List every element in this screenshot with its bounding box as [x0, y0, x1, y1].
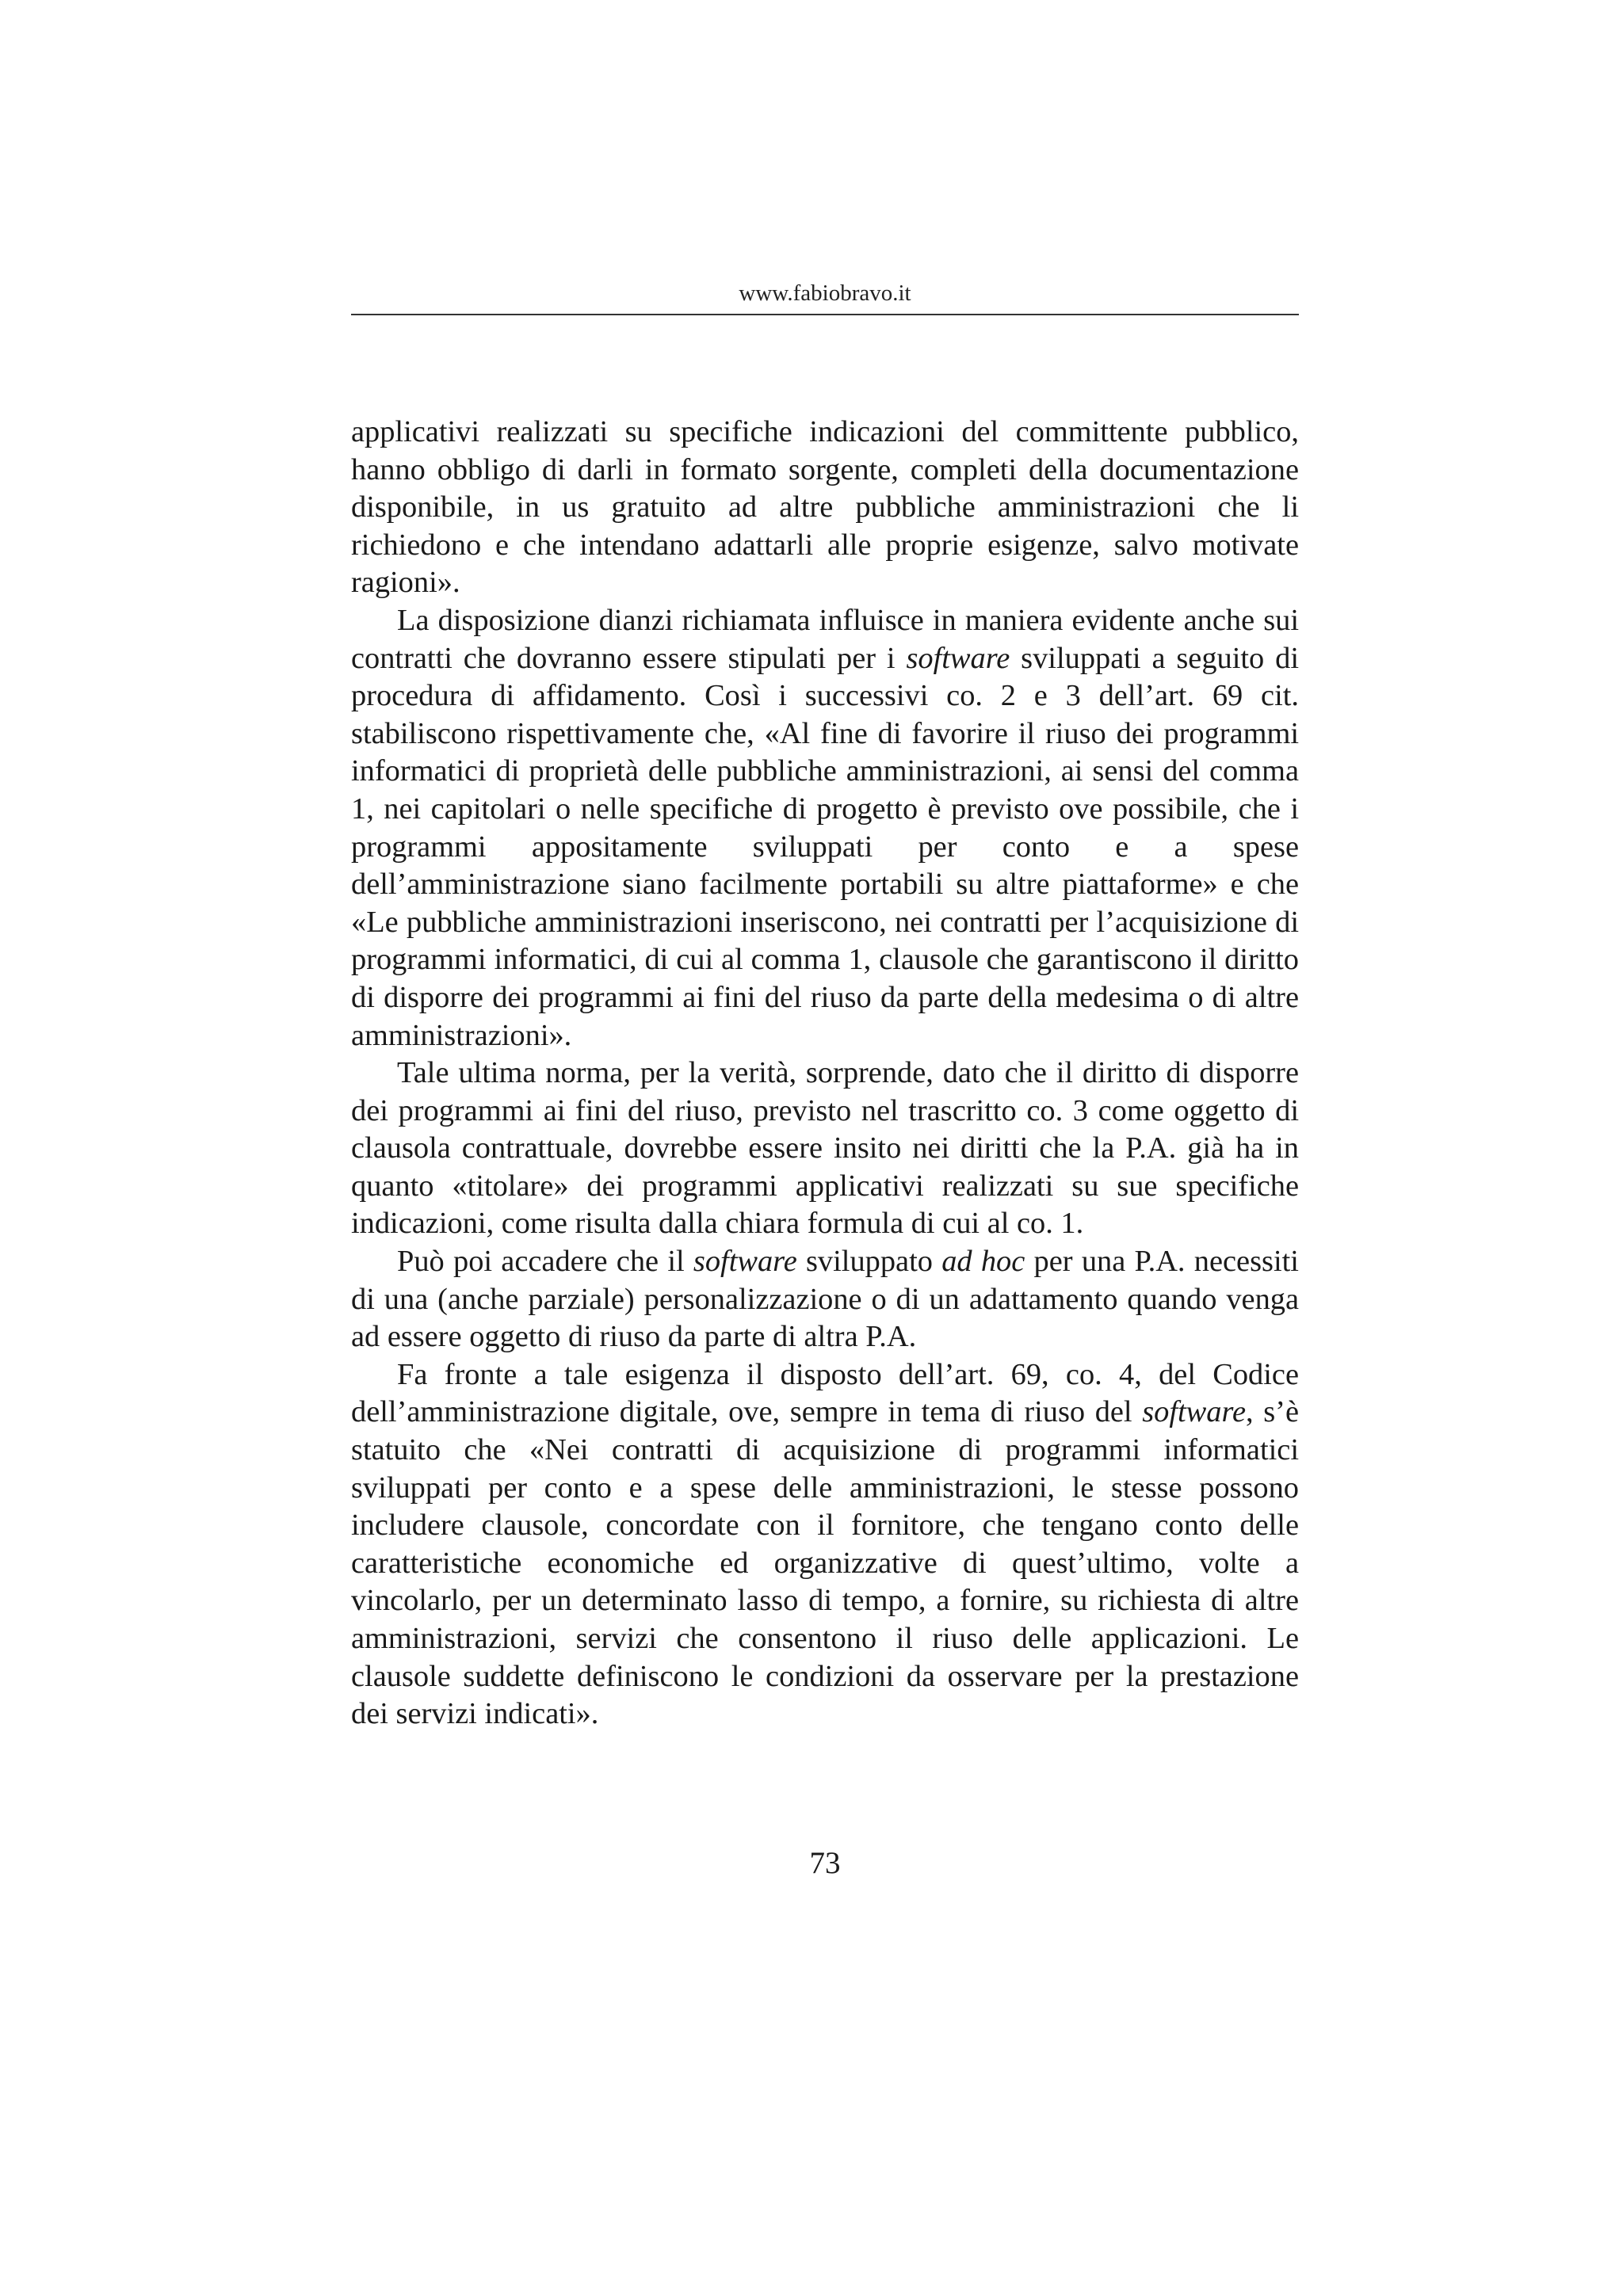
- text-segment: Fa fronte a tale esigenza il disposto dell’art. 69, co. 4, del Codice dell’amministrazione digitale, ove, sempre in tema di riuso del: [351, 1357, 1299, 1429]
- body-text: [351, 414, 1299, 1733]
- text-segment: Può poi accadere che il: [397, 1245, 693, 1279]
- text-segment: sviluppati a seguito di procedura di affidamento. Così i successivi co. 2 e 3 dell’art. 69 cit. stabiliscono rispettivamente che, «Al fine di favorire il riuso dei programmi informatici di proprietà delle pubbliche amministrazioni, ai sensi del comma 1, nei capitolari o nelle specifiche di progetto è previsto ove possibile, che i programmi appositamente sviluppati per conto e a spese dell’amministrazione siano facilmente portabili su altre piattaforme» e che «Le pubbliche amministrazioni inseriscono, nei contratti per l’acquisizione di programmi informatici, di cui al comma 1, clausole che garantiscono il diritto di disporre dei programmi ai fini del riuso da parte della medesima o di altre amministrazioni».: [351, 641, 1299, 1052]
- text-segment: per una P.A. necessiti di una (anche parziale) personalizzazione o di un adattamento quando venga ad essere oggetto di riuso da parte di altra P.A.: [351, 1245, 1299, 1354]
- page-number: 73: [809, 1846, 841, 1880]
- running-header-url: www.fabiobravo.it: [739, 280, 911, 306]
- text-segment: sviluppato: [796, 1245, 942, 1279]
- italic-term: ad hoc: [941, 1245, 1025, 1279]
- italic-term: software: [1142, 1395, 1247, 1429]
- text-segment: Tale ultima norma, per la verità, sorprende, dato che il diritto di disporre dei programmi ai fini del riuso, previsto nel trascritto co. 3 come oggetto di clausola contrattuale, dovrebbe essere insito nei diritti che la P.A. già ha in quanto «titolare» dei programmi applicativi realizzati su sue specifiche indicazioni, come risulta dalla chiara formula di cui al co. 1.: [351, 1056, 1299, 1241]
- italic-term: software: [693, 1245, 797, 1279]
- paragraph-1: [351, 414, 1299, 602]
- paragraph-2: [351, 602, 1299, 1055]
- header-rule: [351, 314, 1299, 315]
- paragraph-4: [351, 1243, 1299, 1356]
- text-segment: applicativi realizzati su specifiche indicazioni del committente pubblico, hanno obbligo di darli in formato sorgente, completi della documentazione disponibile, in us gratuito ad altre pubbliche amministrazioni che li richiedono e che intendano adattarli alle proprie esigenze, salvo motivate ragioni».: [351, 415, 1299, 600]
- text-segment: La disposizione dianzi richiamata influisce in maniera evidente anche sui contratti che dovranno essere stipulati per i: [351, 603, 1299, 675]
- italic-term: software: [906, 641, 1010, 675]
- paragraph-3: [351, 1055, 1299, 1243]
- paragraph-5: [351, 1356, 1299, 1733]
- text-segment: , s’è statuito che «Nei contratti di acquisizione di programmi informatici sviluppati per conto e a spese delle amministrazioni, le stesse possono includere clausole, concordate con il fornitore, che tengano conto delle caratteristiche economiche ed organizzative di quest’ultimo, volte a vincolarlo, per un determinato lasso di tempo, a fornire, su richiesta di altre amministrazioni, servizi che consentono il riuso delle applicazioni. Le clausole suddette definiscono le condizioni da osservare per la prestazione dei servizi indicati».: [351, 1395, 1299, 1731]
